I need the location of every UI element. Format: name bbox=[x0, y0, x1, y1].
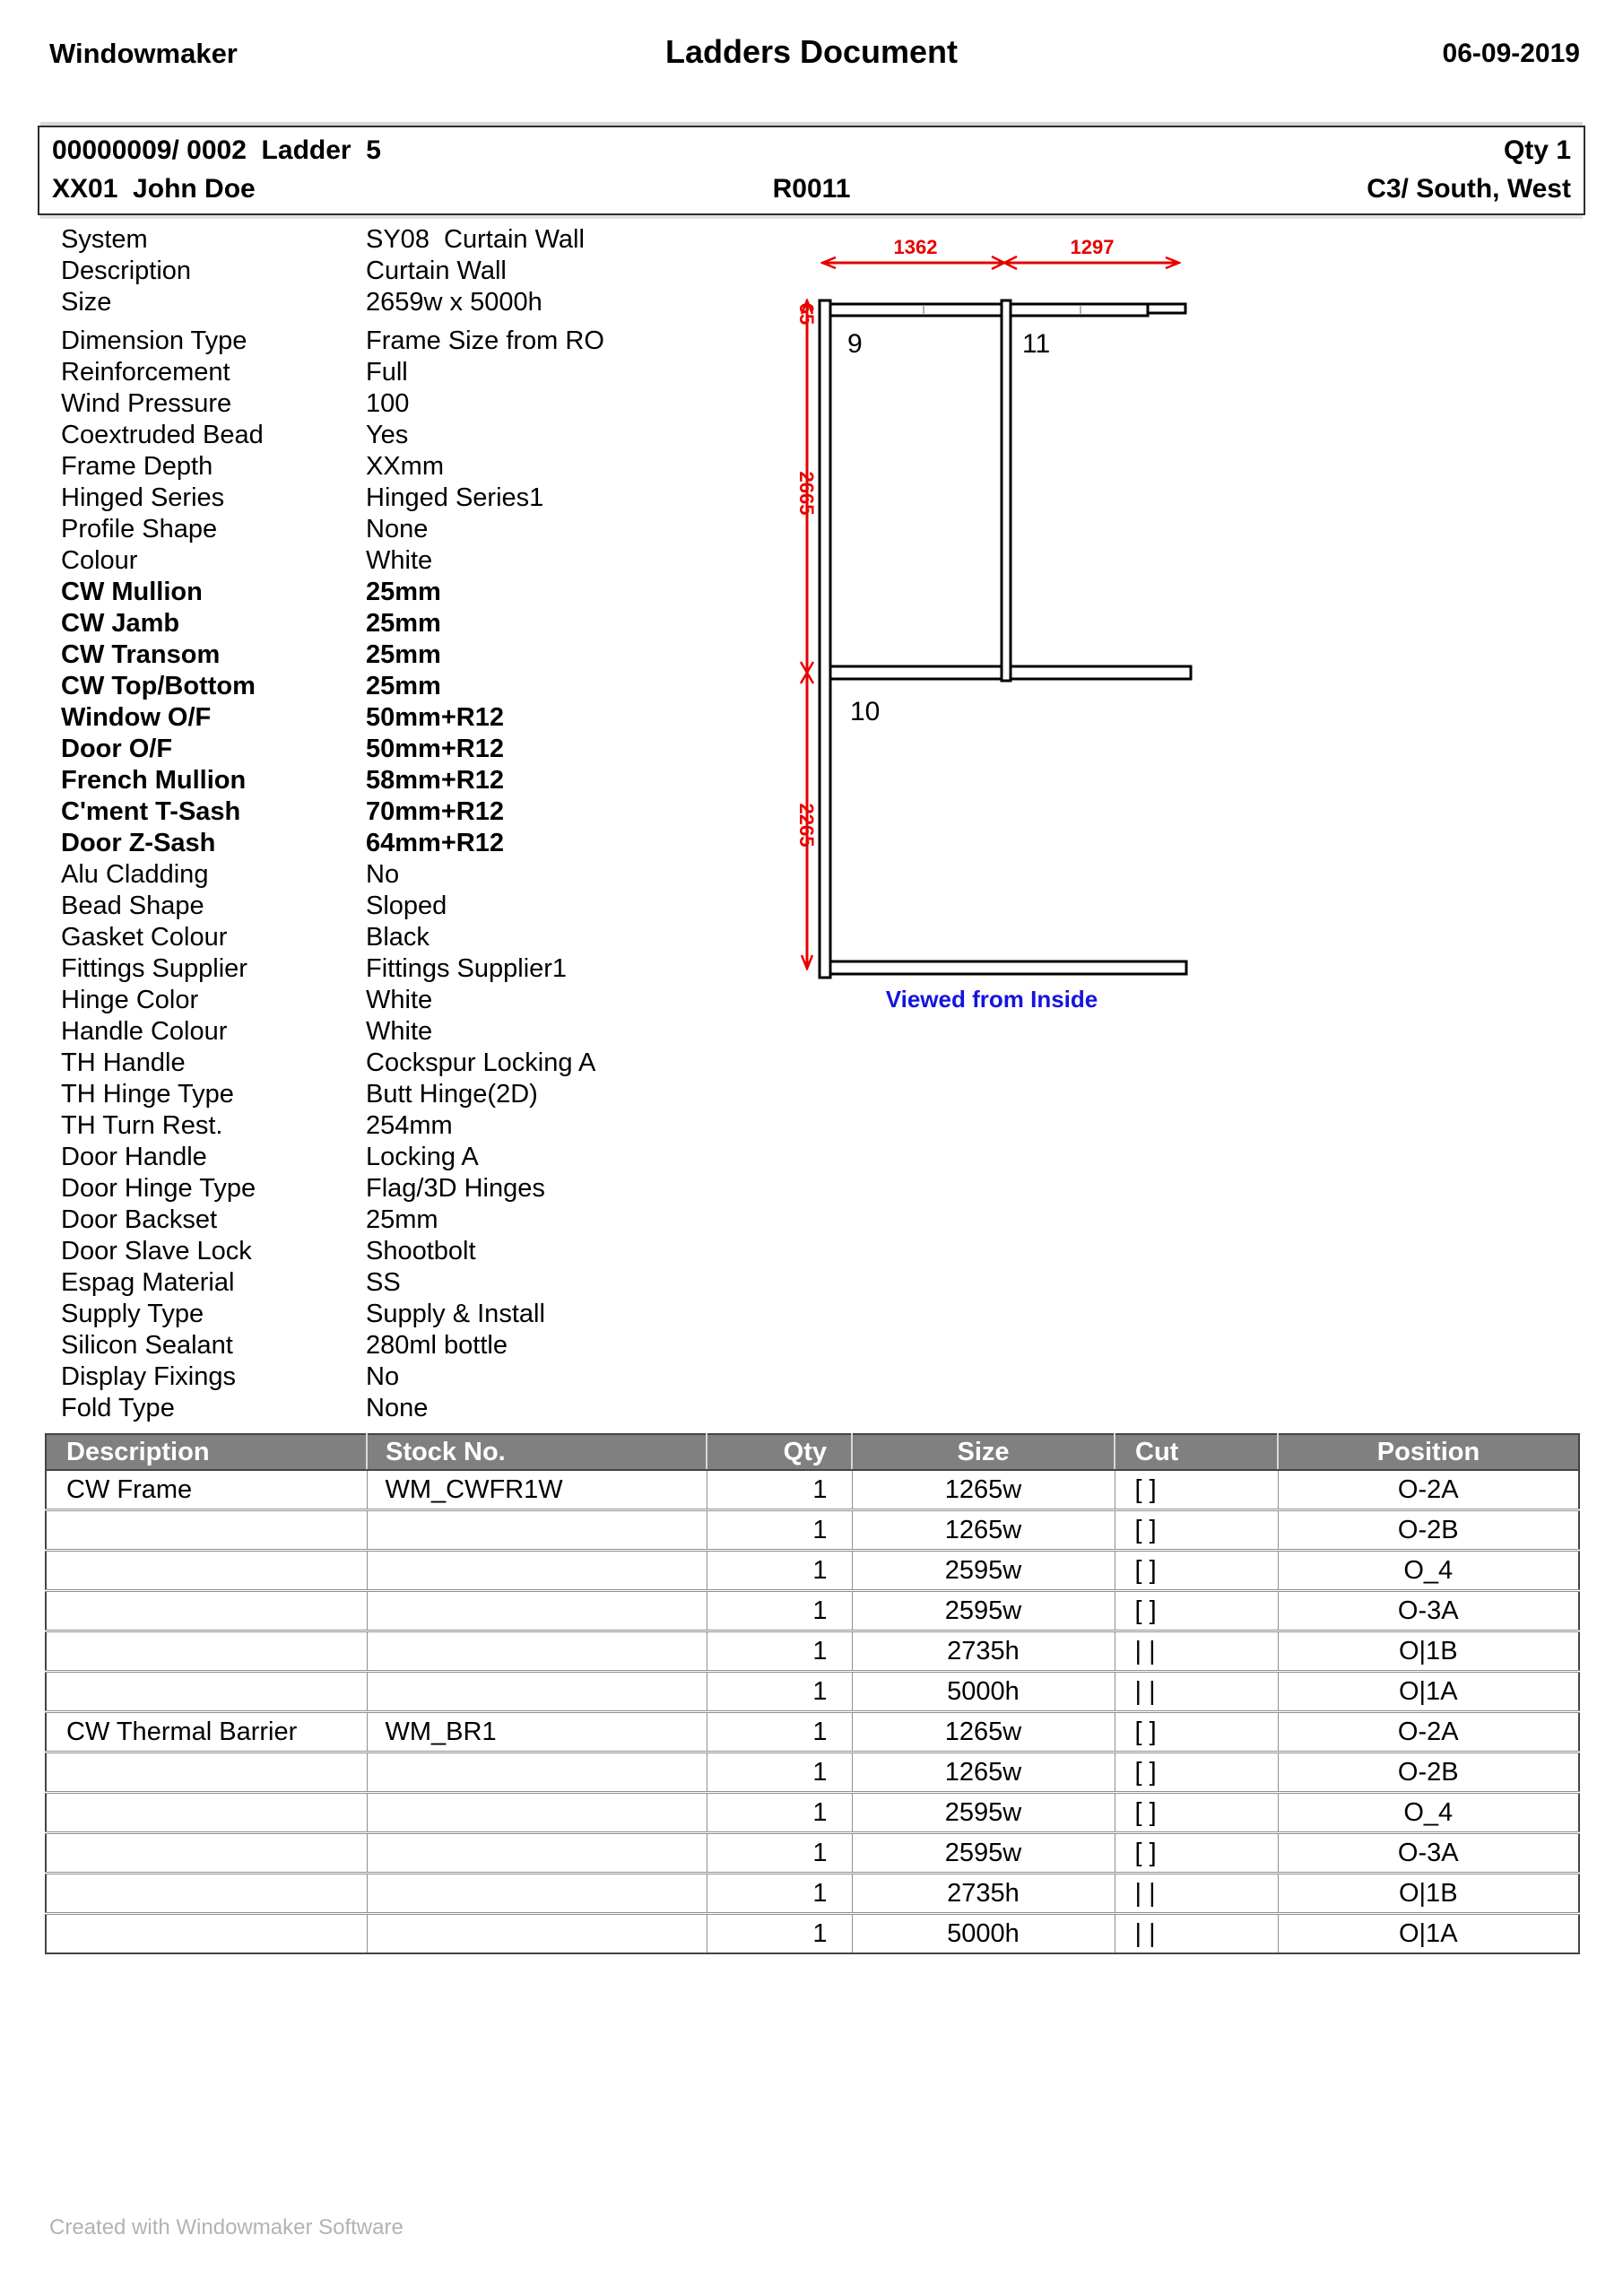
head-member-end bbox=[1148, 304, 1185, 313]
spec-value: 25mm bbox=[366, 609, 441, 638]
table-row bbox=[46, 1631, 1579, 1672]
parts-table bbox=[45, 1433, 1580, 1954]
left-dimension bbox=[795, 300, 818, 969]
spec-row bbox=[61, 891, 751, 922]
spec-label: Hinged Series bbox=[61, 483, 225, 512]
cell-cut: | | bbox=[1115, 1672, 1278, 1712]
spec-row bbox=[61, 1205, 751, 1236]
spec-label: Door Handle bbox=[61, 1143, 207, 1171]
spec-row bbox=[61, 828, 751, 859]
cell-description: CW Frame bbox=[46, 1470, 367, 1510]
cell-size: 5000h bbox=[852, 1672, 1115, 1712]
spec-value: None bbox=[366, 1394, 429, 1422]
spec-label: Alu Cladding bbox=[61, 860, 209, 889]
dim-height-lower: 2265 bbox=[795, 803, 818, 848]
spec-label: Supply Type bbox=[61, 1300, 204, 1328]
spec-value: Sloped bbox=[366, 891, 447, 920]
spec-row bbox=[61, 451, 751, 483]
cell-stock-no bbox=[367, 1510, 707, 1551]
spec-label: Reinforcement bbox=[61, 358, 230, 387]
sill-member bbox=[830, 961, 1186, 974]
cell-cut: [ ] bbox=[1115, 1712, 1278, 1752]
job-reference: R0011 bbox=[772, 174, 851, 204]
panel-label-10: 10 bbox=[850, 697, 881, 726]
spec-label: Handle Colour bbox=[61, 1017, 228, 1046]
cell-qty: 1 bbox=[707, 1591, 852, 1631]
table-row bbox=[46, 1510, 1579, 1551]
spec-row bbox=[61, 922, 751, 953]
dim-width-left: 1362 bbox=[893, 236, 938, 258]
cell-description bbox=[46, 1874, 367, 1914]
cell-qty: 1 bbox=[707, 1551, 852, 1591]
table-row bbox=[46, 1833, 1579, 1874]
spec-row bbox=[61, 765, 751, 796]
spec-value: White bbox=[366, 986, 433, 1014]
spec-label: TH Hinge Type bbox=[61, 1080, 234, 1109]
spec-label: Wind Pressure bbox=[61, 389, 232, 418]
cell-position: O-2B bbox=[1278, 1752, 1579, 1793]
spec-label: TH Handle bbox=[61, 1048, 186, 1077]
cell-cut: [ ] bbox=[1115, 1470, 1278, 1510]
table-row bbox=[46, 1591, 1579, 1631]
spec-label: C'ment T-Sash bbox=[61, 797, 241, 826]
diagram-caption: Viewed from Inside bbox=[885, 986, 1098, 1013]
spec-value: Frame Size from RO bbox=[366, 326, 604, 355]
spec-value: XXmm bbox=[366, 452, 444, 481]
spec-label: Door Hinge Type bbox=[61, 1174, 256, 1203]
spec-row bbox=[61, 1393, 751, 1424]
table-row bbox=[46, 1752, 1579, 1793]
elevation-diagram bbox=[762, 224, 1264, 1022]
spec-row bbox=[61, 639, 751, 671]
doc-title: Ladders Document bbox=[664, 33, 959, 70]
cell-qty: 1 bbox=[707, 1833, 852, 1874]
spec-row bbox=[61, 1330, 751, 1361]
cell-position: O_4 bbox=[1278, 1793, 1579, 1833]
spec-row bbox=[61, 1236, 751, 1267]
cell-cut: [ ] bbox=[1115, 1510, 1278, 1551]
spec-label: CW Mullion bbox=[61, 578, 203, 606]
spec-row bbox=[61, 1048, 751, 1079]
spec-row bbox=[61, 608, 751, 639]
cell-size: 2595w bbox=[852, 1551, 1115, 1591]
ladder-frame bbox=[820, 300, 1191, 978]
spec-label: CW Transom bbox=[61, 640, 221, 669]
spec-row bbox=[61, 953, 751, 985]
spec-value: 280ml bottle bbox=[366, 1331, 508, 1360]
spec-value: 254mm bbox=[366, 1111, 453, 1140]
spec-row bbox=[61, 514, 751, 545]
mullion-member bbox=[1002, 300, 1011, 681]
cell-stock-no: WM_CWFR1W bbox=[367, 1470, 707, 1510]
cell-stock-no bbox=[367, 1833, 707, 1874]
cell-position: O-2A bbox=[1278, 1470, 1579, 1510]
cell-stock-no bbox=[367, 1591, 707, 1631]
spec-value: 70mm+R12 bbox=[366, 797, 504, 826]
spec-value: 25mm bbox=[366, 640, 441, 669]
spec-value: 100 bbox=[366, 389, 410, 418]
spec-value: SY08 Curtain Wall bbox=[366, 225, 585, 254]
cell-cut: [ ] bbox=[1115, 1833, 1278, 1874]
top-dimension bbox=[822, 236, 1179, 269]
spec-row bbox=[61, 326, 751, 357]
cell-stock-no bbox=[367, 1914, 707, 1954]
cell-stock-no bbox=[367, 1551, 707, 1591]
cell-position: O|1A bbox=[1278, 1672, 1579, 1712]
cell-size: 1265w bbox=[852, 1752, 1115, 1793]
cell-size: 1265w bbox=[852, 1712, 1115, 1752]
cell-size: 2595w bbox=[852, 1591, 1115, 1631]
spec-label: Dimension Type bbox=[61, 326, 247, 355]
spec-value: No bbox=[366, 1362, 400, 1391]
job-summary-box bbox=[38, 126, 1585, 215]
spec-label: TH Turn Rest. bbox=[61, 1111, 223, 1140]
spec-row bbox=[61, 577, 751, 608]
spec-label: Coextruded Bead bbox=[61, 421, 264, 449]
cell-qty: 1 bbox=[707, 1874, 852, 1914]
cell-size: 1265w bbox=[852, 1510, 1115, 1551]
cell-description bbox=[46, 1510, 367, 1551]
spec-value: Yes bbox=[366, 421, 409, 449]
spec-row bbox=[61, 420, 751, 451]
cell-qty: 1 bbox=[707, 1914, 852, 1954]
cell-cut: [ ] bbox=[1115, 1551, 1278, 1591]
cell-description bbox=[46, 1793, 367, 1833]
cell-size: 1265w bbox=[852, 1470, 1115, 1510]
app-name: Windowmaker bbox=[49, 38, 238, 69]
spec-value: Black bbox=[366, 923, 430, 952]
spec-value: Shootbolt bbox=[366, 1237, 476, 1265]
cell-size: 2595w bbox=[852, 1833, 1115, 1874]
table-row bbox=[46, 1712, 1579, 1752]
cell-position: O_4 bbox=[1278, 1551, 1579, 1591]
spec-label: Window O/F bbox=[61, 703, 212, 732]
spec-value: 50mm+R12 bbox=[366, 735, 504, 763]
job-qty: Qty 1 bbox=[1503, 135, 1571, 165]
cell-description bbox=[46, 1914, 367, 1954]
spec-label: Description bbox=[61, 257, 192, 285]
dim-height-upper: 2665 bbox=[795, 471, 818, 516]
cell-description bbox=[46, 1631, 367, 1672]
table-row bbox=[46, 1874, 1579, 1914]
spec-value: Butt Hinge(2D) bbox=[366, 1080, 538, 1109]
spec-row bbox=[61, 1079, 751, 1110]
spec-row bbox=[61, 256, 751, 287]
cell-cut: | | bbox=[1115, 1914, 1278, 1954]
panel-label-9: 9 bbox=[847, 329, 863, 359]
spec-row bbox=[61, 796, 751, 828]
spec-row bbox=[61, 357, 751, 388]
cell-stock-no bbox=[367, 1793, 707, 1833]
spec-value: 25mm bbox=[366, 578, 441, 606]
spec-value: Full bbox=[366, 358, 408, 387]
parts-table-body bbox=[46, 1470, 1579, 1953]
cell-description bbox=[46, 1551, 367, 1591]
job-elevation: C3/ South, West bbox=[1367, 174, 1571, 204]
spec-label: Door O/F bbox=[61, 735, 173, 763]
cell-position: O-3A bbox=[1278, 1833, 1579, 1874]
cell-size: 5000h bbox=[852, 1914, 1115, 1954]
spec-label: Bead Shape bbox=[61, 891, 204, 920]
spec-label: Hinge Color bbox=[61, 986, 199, 1014]
spec-value: 58mm+R12 bbox=[366, 766, 504, 795]
spec-value: Supply & Install bbox=[366, 1300, 545, 1328]
spec-value: Flag/3D Hinges bbox=[366, 1174, 545, 1203]
cell-position: O|1B bbox=[1278, 1631, 1579, 1672]
spec-row bbox=[61, 1110, 751, 1142]
spec-value: 2659w x 5000h bbox=[366, 288, 542, 317]
spec-label: Fold Type bbox=[61, 1394, 175, 1422]
cell-description: CW Thermal Barrier bbox=[46, 1712, 367, 1752]
spec-value: SS bbox=[366, 1268, 401, 1297]
cell-position: O|1B bbox=[1278, 1874, 1579, 1914]
cell-stock-no bbox=[367, 1752, 707, 1793]
spec-row bbox=[61, 1142, 751, 1173]
spec-row bbox=[61, 483, 751, 514]
footer-credit: Created with Windowmaker Software bbox=[49, 2215, 404, 2239]
dim-width-right: 1297 bbox=[1070, 236, 1115, 258]
spec-value: Locking A bbox=[366, 1143, 479, 1171]
cell-size: 2595w bbox=[852, 1793, 1115, 1833]
cell-cut: [ ] bbox=[1115, 1752, 1278, 1793]
spec-label: Gasket Colour bbox=[61, 923, 228, 952]
job-row-2 bbox=[52, 174, 1571, 204]
cell-description bbox=[46, 1833, 367, 1874]
spec-label: CW Top/Bottom bbox=[61, 672, 256, 700]
cell-description bbox=[46, 1752, 367, 1793]
column-header-stock-no: Stock No. bbox=[367, 1434, 707, 1470]
spec-row bbox=[61, 859, 751, 891]
cell-position: O-2B bbox=[1278, 1510, 1579, 1551]
spec-row bbox=[61, 734, 751, 765]
head-member bbox=[830, 304, 1148, 316]
table-row bbox=[46, 1793, 1579, 1833]
column-header-position: Position bbox=[1278, 1434, 1579, 1470]
spec-value: 25mm bbox=[366, 1205, 438, 1234]
table-row bbox=[46, 1914, 1579, 1954]
panel-label-11: 11 bbox=[1022, 329, 1051, 359]
spec-value: Hinged Series1 bbox=[366, 483, 544, 512]
cell-qty: 1 bbox=[707, 1712, 852, 1752]
column-header-cut: Cut bbox=[1115, 1434, 1278, 1470]
cell-stock-no: WM_BR1 bbox=[367, 1712, 707, 1752]
spec-row bbox=[61, 1361, 751, 1393]
cell-qty: 1 bbox=[707, 1510, 852, 1551]
spec-row bbox=[61, 224, 751, 256]
doc-date: 06-09-2019 bbox=[1442, 39, 1580, 68]
spec-row bbox=[61, 702, 751, 734]
spec-value: White bbox=[366, 1017, 433, 1046]
cell-stock-no bbox=[367, 1672, 707, 1712]
spec-row bbox=[61, 985, 751, 1016]
spec-value: White bbox=[366, 546, 433, 575]
table-row bbox=[46, 1470, 1579, 1510]
spec-row bbox=[61, 671, 751, 702]
spec-label: French Mullion bbox=[61, 766, 247, 795]
job-id: 00000009/ 0002 Ladder 5 bbox=[52, 135, 381, 165]
spec-row bbox=[61, 1299, 751, 1330]
cell-cut: | | bbox=[1115, 1631, 1278, 1672]
job-row-1 bbox=[52, 135, 1571, 166]
job-customer: XX01 John Doe bbox=[52, 174, 256, 204]
cell-description bbox=[46, 1591, 367, 1631]
spec-row bbox=[61, 287, 751, 318]
spec-label: System bbox=[61, 225, 148, 254]
cell-qty: 1 bbox=[707, 1631, 852, 1672]
spec-row bbox=[61, 1267, 751, 1299]
cell-position: O-3A bbox=[1278, 1591, 1579, 1631]
spec-value: No bbox=[366, 860, 400, 889]
column-header-description: Description bbox=[46, 1434, 367, 1470]
spec-list bbox=[61, 224, 751, 1424]
spec-value: Curtain Wall bbox=[366, 257, 507, 285]
spec-label: Profile Shape bbox=[61, 515, 218, 544]
cell-cut: [ ] bbox=[1115, 1793, 1278, 1833]
spec-label: Size bbox=[61, 288, 112, 317]
spec-value: 25mm bbox=[366, 672, 441, 700]
spec-value: 64mm+R12 bbox=[366, 829, 504, 857]
cell-cut: | | bbox=[1115, 1874, 1278, 1914]
left-jamb-member bbox=[820, 300, 830, 978]
spec-label: Door Backset bbox=[61, 1205, 218, 1234]
spec-label: CW Jamb bbox=[61, 609, 180, 638]
spec-row bbox=[61, 545, 751, 577]
parts-table-header bbox=[46, 1434, 1579, 1470]
cell-stock-no bbox=[367, 1874, 707, 1914]
cell-qty: 1 bbox=[707, 1672, 852, 1712]
spec-value: 50mm+R12 bbox=[366, 703, 504, 732]
spec-label: Colour bbox=[61, 546, 138, 575]
cell-qty: 1 bbox=[707, 1470, 852, 1510]
spec-row bbox=[61, 388, 751, 420]
cell-position: O-2A bbox=[1278, 1712, 1579, 1752]
spec-row bbox=[61, 1016, 751, 1048]
spec-label: Fittings Supplier bbox=[61, 954, 247, 983]
spec-value: Fittings Supplier1 bbox=[366, 954, 568, 983]
spec-value: Cockspur Locking A bbox=[366, 1048, 596, 1077]
cell-position: O|1A bbox=[1278, 1914, 1579, 1954]
cell-size: 2735h bbox=[852, 1874, 1115, 1914]
spec-row bbox=[61, 1173, 751, 1205]
cell-stock-no bbox=[367, 1631, 707, 1672]
spec-label: Display Fixings bbox=[61, 1362, 236, 1391]
cell-qty: 1 bbox=[707, 1752, 852, 1793]
cell-description bbox=[46, 1672, 367, 1712]
table-row bbox=[46, 1672, 1579, 1712]
spec-label: Frame Depth bbox=[61, 452, 213, 481]
cell-qty: 1 bbox=[707, 1793, 852, 1833]
dim-top-offset: 65 bbox=[795, 302, 818, 326]
cell-size: 2735h bbox=[852, 1631, 1115, 1672]
table-row bbox=[46, 1551, 1579, 1591]
spec-value: None bbox=[366, 515, 429, 544]
spec-label: Door Z-Sash bbox=[61, 829, 216, 857]
column-header-qty: Qty bbox=[707, 1434, 852, 1470]
spec-label: Silicon Sealant bbox=[61, 1331, 233, 1360]
spec-label: Espag Material bbox=[61, 1268, 235, 1297]
column-header-size: Size bbox=[852, 1434, 1115, 1470]
cell-cut: [ ] bbox=[1115, 1591, 1278, 1631]
spec-label: Door Slave Lock bbox=[61, 1237, 252, 1265]
